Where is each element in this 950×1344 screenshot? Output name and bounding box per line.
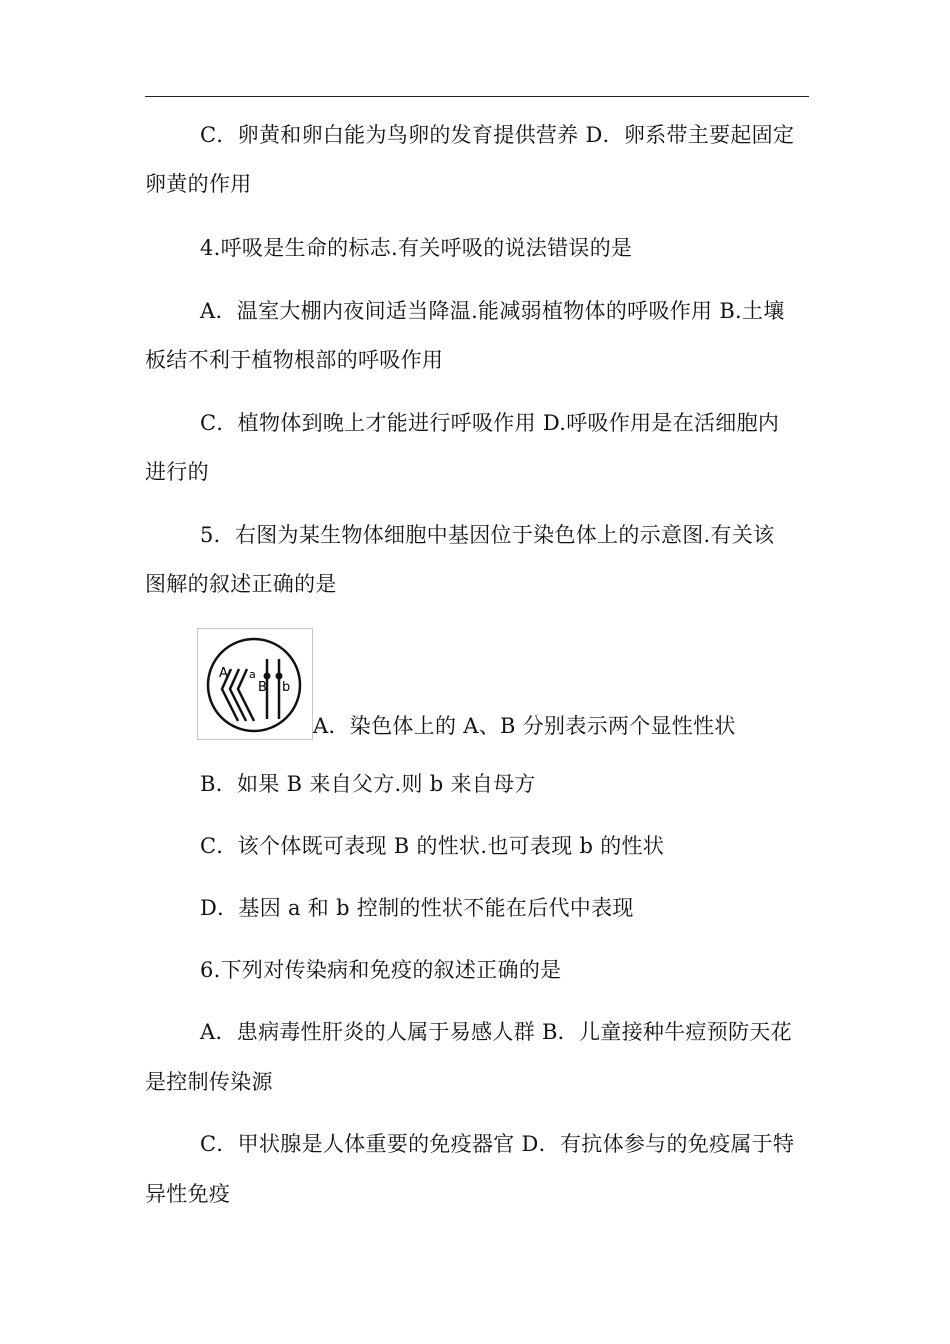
q5-option-b: B．如果 B 来自父方.则 b 来自母方 bbox=[200, 772, 536, 796]
q6-stem: 6.下列对传染病和免疫的叙述正确的是 bbox=[200, 958, 562, 982]
gene-label-B: B bbox=[258, 680, 267, 695]
header-rule bbox=[145, 96, 809, 97]
q6-option-c-d-line1: C．甲状腺是人体重要的免疫器官 D．有抗体参与的免疫属于特 bbox=[200, 1132, 795, 1156]
q4-option-d-line2: 进行的 bbox=[145, 460, 209, 484]
q5-option-d: D．基因 a 和 b 控制的性状不能在后代中表现 bbox=[200, 896, 634, 920]
q6-option-a-b-line1: A．患病毒性肝炎的人属于易感人群 B．儿童接种牛痘预防天花 bbox=[200, 1020, 792, 1044]
q3-option-c-d-line1: C．卵黄和卵白能为鸟卵的发育提供营养 D．卵系带主要起固定 bbox=[200, 123, 795, 147]
gene-label-a: a bbox=[249, 668, 256, 681]
q6-option-b-line2: 是控制传染源 bbox=[145, 1070, 273, 1094]
q4-stem: 4.呼吸是生命的标志.有关呼吸的说法错误的是 bbox=[200, 236, 633, 260]
centromere-2 bbox=[276, 673, 283, 680]
chromosome-diagram bbox=[198, 629, 312, 739]
gene-label-A: A bbox=[219, 666, 228, 681]
q3-option-d-line2: 卵黄的作用 bbox=[145, 172, 252, 196]
gene-label-b: b bbox=[282, 680, 291, 695]
centromere-1 bbox=[264, 673, 271, 680]
chromosome-figure bbox=[197, 628, 313, 740]
q5-stem-line1: 5．右图为某生物体细胞中基因位于染色体上的示意图.有关该 bbox=[200, 523, 775, 547]
q5-option-a: A．染色体上的 A、B 分别表示两个显性性状 bbox=[313, 714, 736, 738]
q5-option-c: C．该个体既可表现 B 的性状.也可表现 b 的性状 bbox=[200, 834, 665, 858]
q6-option-d-line2: 异性免疫 bbox=[145, 1182, 231, 1206]
q5-stem-line2: 图解的叙述正确的是 bbox=[145, 572, 337, 596]
q4-option-b-line2: 板结不利于植物根部的呼吸作用 bbox=[145, 348, 444, 372]
q4-option-a-b-line1: A．温室大棚内夜间适当降温.能减弱植物体的呼吸作用 B.土壤 bbox=[200, 299, 785, 323]
q4-option-c-d-line1: C．植物体到晚上才能进行呼吸作用 D.呼吸作用是在活细胞内 bbox=[200, 411, 780, 435]
